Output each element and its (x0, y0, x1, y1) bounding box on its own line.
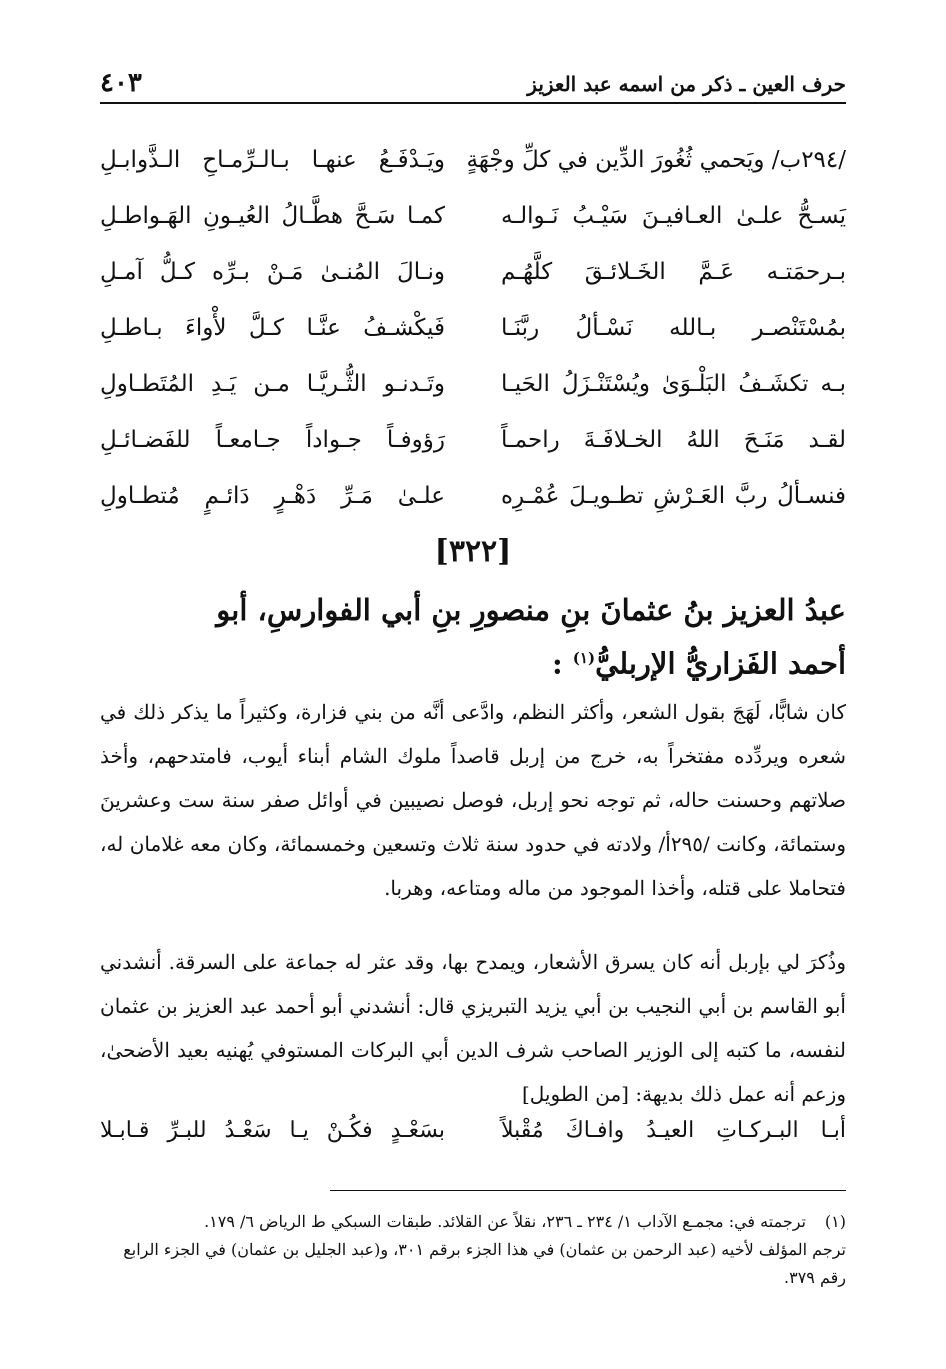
page-number: ٤٠٣ (100, 68, 142, 98)
verse-ajz: بسَعْـدٍ فكُـنْ يـا سَعْـدُ للبـرِّ قـابـلا (100, 1118, 445, 1143)
verse-sadr: لقـد مَنَـحَ اللهُ الخـلافَـةَ راحمـاً (501, 427, 846, 453)
verse-ajz: وتَـدنـو الثُّـريَّـا مـن يَـدِ المُتَطـاولِ (100, 371, 445, 397)
verse-line (100, 244, 846, 300)
verse-line (100, 132, 846, 188)
verse-sadr: أبـا البـركـاتِ العيـدُ وافـاكَ مُقْبلاً (501, 1118, 846, 1143)
verse-ajz: كمـا سَـحَّ هطَّـالُ العُيـونِ الهَـواطـلِ (100, 203, 445, 229)
verse-line (100, 468, 846, 524)
verse-sadr: فنسـألُ ربَّ العَـرْشِ تطـويـلَ عُمْـرِه (501, 483, 846, 509)
verse-line (100, 356, 846, 412)
verse-line (100, 412, 846, 468)
verse-ajz: ويَـدْفَـعُ عنهـا بـالـرِّمـاحِ الـذَّوابـلِ (100, 147, 445, 173)
entry-title-text: عبدُ العزيز بنُ عثمانَ بنِ منصورِ بنِ أبي الفوارسِ، أبو أحمد الفَزاريُّ الإربليُّ (216, 593, 846, 681)
footnote (100, 1208, 846, 1236)
verse-ajz: فَيكْشـفُ عنَّـا كـلَّ لأْواءَ بـاطـلِ (100, 315, 445, 341)
running-title: حرف العين ـ ذكر من اسمه عبد العزيز (527, 72, 846, 96)
entry-number: [٣٢٢] (434, 534, 512, 569)
body-paragraph: كان شابًّا، لَهَجَ بقول الشعر، وأكثر النظم، وادَّعى أنَّه من بني فزارة، وكثيراً ما يذكر ذلك في شعره ويردِّده مفتخراً به، خرج من إربل قاصداً ملوك الشام أبناء أيوب، فامتدحهم، وأخذ صلاتهم وحسنت حاله، ثم توجه نحو إربل، فوصل نصيبين في أوائل صفر سنة ست وعشرينَ وستمائة، وكانت /٢٩٥أ/ ولادته في حدود سنة ثلاث وتسعين وخمسمائة، وكان معه غلامان له، فتحاملا على قتله، وأخذا الموجود من ماله ومتاعه، وهربا. (100, 700, 846, 900)
entry-title-colon: : (551, 646, 563, 681)
footnote-text: ترجم المؤلف لأخيه (عبد الرحمن بن عثمان) في هذا الجزء برقم ٣٠١، و(عبد الجليل بن عثمان) في الجزء الرابع رقم ٣٧٩. (123, 1240, 846, 1287)
verse-line (100, 300, 846, 356)
verse-line (100, 188, 846, 244)
entry-title (170, 586, 846, 688)
verse-sadr: يَسـحُّ علـىٰ العـافيـنَ سَيْـبُ نَـوالـه (501, 203, 846, 229)
verse-sadr: بمُسْتَنْصـر بـالله نَسْـألُ ربَّنَـا (501, 315, 846, 341)
running-header (100, 62, 846, 104)
verse-sadr: /٢٩٤ب/ ويَحمي ثُغُورَ الدِّين في كلِّ وجْهَةٍ (466, 147, 846, 173)
body-paragraph: وذُكرَ لي بإربل أنه كان يسرق الأشعار، ويمدح بها، وقد عثر له جماعة على السرقة. أنشدني أبو القاسم بن أبي النجيب بن أبي يزيد التبريزي قال: أنشدني أبو أحمد عبد العزيز بن عثمان لنفسه، ما كتبه إلى الوزير الصاحب شرف الدين أبي البركات المستوفي يُهنيه بعيد الأضحىٰ، وزعم أنه عمل ذلك بديهة: [من الطويل] (100, 950, 846, 1106)
verse-sadr: بـرحمَتـه عَـمَّ الخَـلائـقَ كلَّهُـم (501, 259, 846, 285)
footnote-text: ترجمته في: مجمـع الآداب ١/ ٢٣٤ ـ ٢٣٦، نقلاً عن القلائد. طبقات السبكي ط الرياض ٦/ ١٧٩. (204, 1212, 806, 1231)
verse-sadr: بـه تكشَـفُ البَلْـوَىٰ ويُسْتَنْـزَلُ الحَيـا (501, 371, 846, 397)
poem-block (100, 132, 846, 524)
footnotes (100, 1208, 846, 1292)
verse-ajz: علـىٰ مَـرِّ دَهْـرٍ دَائـمٍ مُتطـاولِ (100, 483, 445, 509)
footnote-marker: (١) (824, 1212, 846, 1231)
footnote-ref: (١) (572, 649, 596, 667)
verse-line (100, 1118, 846, 1143)
verse-ajz: رَؤوفـاً جـواداً جـامعـاً للفَضـائـلِ (100, 427, 445, 453)
footnote-divider (330, 1190, 846, 1191)
verse-ajz: ونـالَ المُنـىٰ مَـنْ بـرِّه كـلُّ آمـلِ (100, 259, 445, 285)
